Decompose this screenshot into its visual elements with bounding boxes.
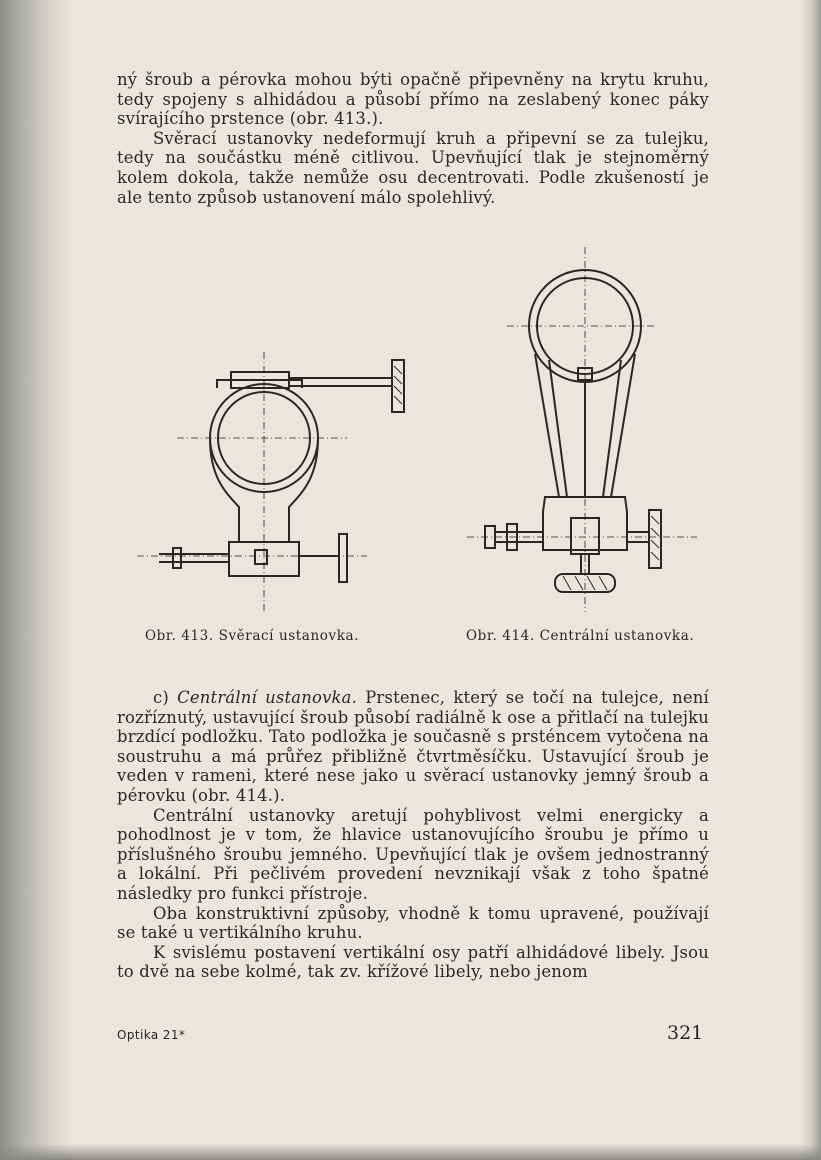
fig-413-drawing xyxy=(137,352,404,612)
paragraph-svislemu: K svislému postavení vertikální osy patří alhidádové libely. Jsou to dvě na sebe kolmé, tak zv. křížové libely, nebo jenom xyxy=(117,942,709,982)
text-block-bottom xyxy=(117,688,709,982)
paragraph-section-c xyxy=(117,688,709,806)
page-edge-shadow-right xyxy=(799,0,821,1160)
page-number: 321 xyxy=(667,1022,704,1044)
fig-414-drawing xyxy=(467,247,697,612)
figures-area xyxy=(117,242,717,662)
page-edge-shadow-bottom xyxy=(0,1144,821,1160)
figure-caption-413: Obr. 413. Svěrací ustanovka. xyxy=(145,628,360,644)
text-block-top xyxy=(117,70,709,207)
page-edge-shadow-left xyxy=(0,0,72,1160)
paragraph-sveraci: Svěrací ustanovky nedeformují kruh a připevní se za tulejku, tedy na součástku méně citlivou. Upevňující tlak je stejnoměrný kolem dokola, takže nemůže osu decentrovati. Podle zkušeností je ale tento způsob ustanovení málo spolehlivý. xyxy=(117,128,709,207)
paragraph-continued: ný šroub a pérovka mohou býti opačně připevněny na krytu kruhu, tedy spojeny s alhidádou a působí přímo na zeslabený konec páky svírajícího prstence (obr. 413.). xyxy=(117,70,709,129)
technical-drawings xyxy=(117,242,717,622)
figure-caption-414: Obr. 414. Centrální ustanovka. xyxy=(466,628,695,644)
paragraph-oba: Oba konstruktivní způsoby, vhodně k tomu upravené, používají se také u vertikálního kruhu. xyxy=(117,903,709,943)
section-label: c) xyxy=(153,688,169,707)
signature-mark: Optika 21* xyxy=(117,1028,186,1042)
section-text: Prstenec, který se točí na tulejce, není rozříznutý, ustavující šroub působí radiálně k ose a přitlačí na tulejku brzdící podložku. Tato podložka je současně s prsténcem vytočena na soustruhu a má průřez přibližně čtvrtměsíčku. Ustavující šroub je veden v rameni, které nese jako u svěrací ustanovky jemný šroub a pérovku (obr. 414.). xyxy=(117,688,709,805)
paragraph-centralni: Centrální ustanovky aretují pohyblivost velmi energicky a pohodlnost je v tom, že hlavice ustanovujícího šroubu je přímo u příslušného šroubu jemného. Upevňující tlak je ovšem jednostranný a lokální. Při pečlivém provedení nevznikají však z toho špatné následky pro funkci přístroje. xyxy=(117,805,709,903)
section-title: Centrální ustanovka. xyxy=(177,688,358,707)
